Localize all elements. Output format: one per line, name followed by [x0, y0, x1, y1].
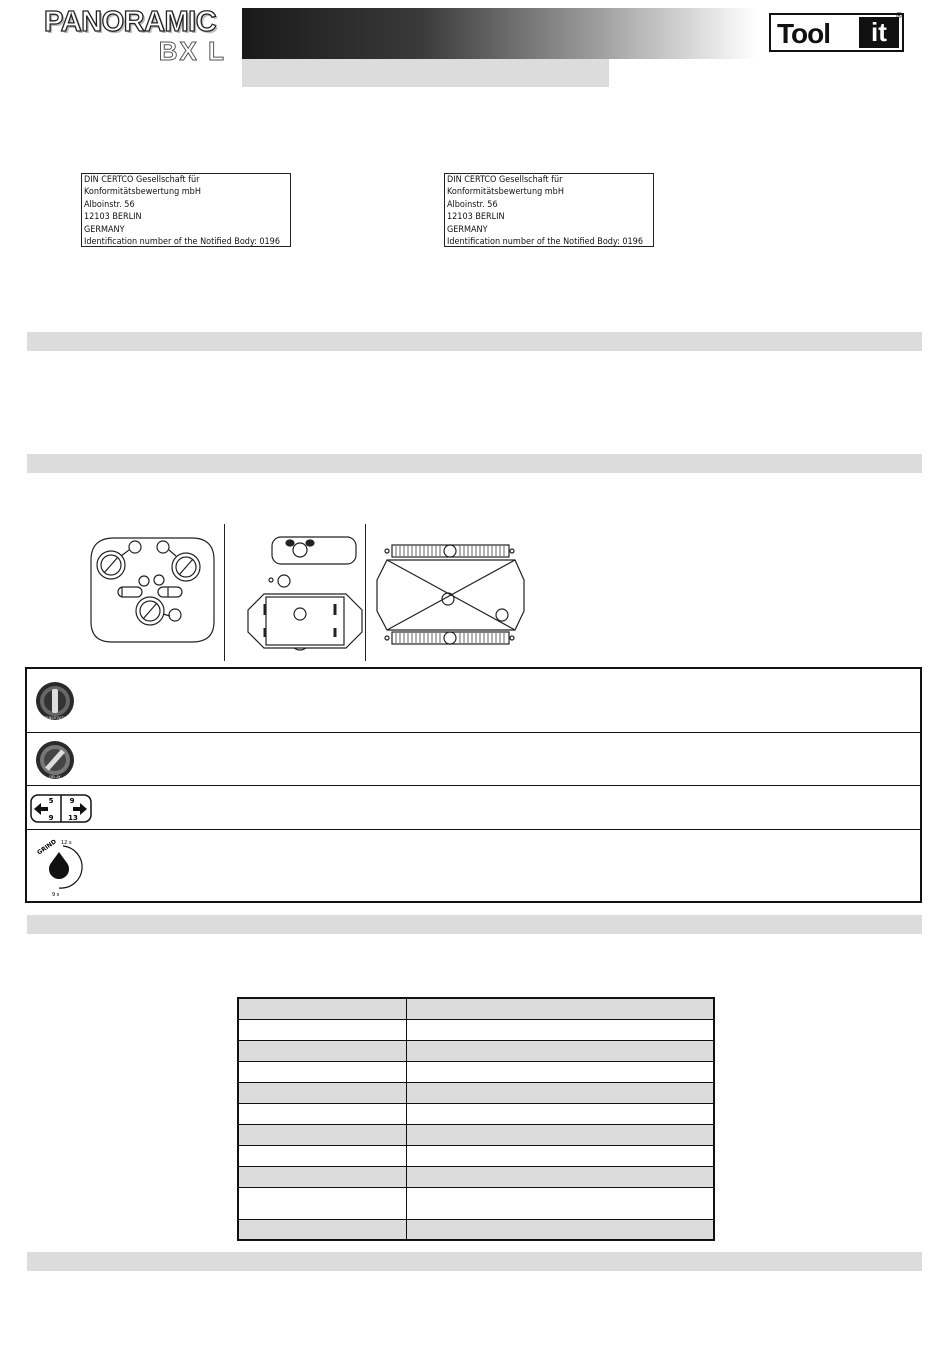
figure-divider	[224, 524, 225, 661]
address-line: DIN CERTCO Gesellschaft für	[84, 175, 200, 185]
grind-label: GRIND	[36, 838, 58, 857]
table-cell	[406, 1187, 714, 1219]
header-gradient-band	[242, 8, 756, 59]
control-row-arrow-switch	[27, 786, 920, 830]
table-cell	[406, 1103, 714, 1124]
address-line: Konformitätsbewertung mbH	[447, 187, 564, 198]
notified-body-address-left	[81, 173, 291, 247]
logo-text: Tool	[777, 18, 831, 49]
control-row-grind	[27, 830, 920, 901]
section-bar-4	[27, 1252, 922, 1271]
delay-label: DELAY	[49, 775, 61, 779]
grind-max: 12 s	[61, 840, 72, 846]
table-row	[238, 1061, 714, 1082]
switch-left-top: 5	[48, 797, 54, 805]
brand-name: PANORAMIC	[44, 6, 217, 38]
table-cell	[406, 1166, 714, 1187]
address-line: Identification number of the Notified Body: 0196	[84, 237, 280, 247]
grind-knob-icon	[33, 836, 89, 898]
table-row	[238, 1103, 714, 1124]
delay-dial-icon	[35, 739, 75, 781]
toolit-logo	[769, 13, 904, 52]
unit-body-outline	[248, 594, 362, 648]
table-row	[238, 1145, 714, 1166]
table-cell	[238, 998, 406, 1019]
sensitivity-label: SENSITIVITY	[44, 716, 66, 720]
control-panel-outline	[91, 538, 214, 642]
table-cell	[238, 1061, 406, 1082]
notified-body-address-right	[444, 173, 654, 247]
address-line: GERMANY	[447, 224, 488, 235]
table-cell	[238, 1145, 406, 1166]
arrow-switch-right	[158, 587, 182, 597]
arrow-switch-icon	[30, 794, 92, 823]
table-row	[238, 1124, 714, 1145]
section-bar-2	[27, 454, 922, 473]
table-cell	[406, 998, 714, 1019]
address-line: Alboinstr. 56	[84, 199, 135, 210]
table-cell	[238, 1019, 406, 1040]
table-cell	[406, 1019, 714, 1040]
table-cell	[238, 1082, 406, 1103]
control-row-delay	[27, 733, 920, 786]
table-row	[238, 1187, 714, 1219]
logo-registered-mark: ®	[895, 11, 903, 20]
address-line: Identification number of the Notified Body: 0196	[447, 237, 643, 247]
table-cell	[406, 1124, 714, 1145]
table-cell	[238, 1040, 406, 1061]
table-cell	[406, 1145, 714, 1166]
address-line: Alboinstr. 56	[447, 199, 498, 210]
figure-divider	[365, 524, 366, 661]
address-line: 12103 BERLIN	[447, 212, 505, 223]
sensitivity-dial-icon	[35, 680, 75, 722]
table-row	[238, 998, 714, 1019]
controls-legend-box	[25, 667, 922, 903]
table-cell	[406, 1061, 714, 1082]
front-grille-top	[392, 545, 509, 557]
header-subbar	[242, 59, 609, 87]
switch-right-top: 9	[69, 797, 75, 805]
logo-it-box: it	[859, 17, 899, 48]
front-grille-bottom	[392, 632, 509, 644]
table-cell	[406, 1219, 714, 1240]
address-line: Konformitätsbewertung mbH	[84, 187, 201, 198]
address-line: 12103 BERLIN	[84, 212, 142, 223]
table-cell	[238, 1124, 406, 1145]
brand-model: BX L	[158, 36, 226, 66]
table-row	[238, 1166, 714, 1187]
switch-left-bottom: 9	[48, 814, 54, 822]
address-line: DIN CERTCO Gesellschaft für	[447, 175, 563, 185]
address-line: GERMANY	[84, 224, 125, 235]
table-cell	[238, 1219, 406, 1240]
table-row	[238, 1082, 714, 1103]
section-bar-3	[27, 915, 922, 934]
brand-logo	[44, 6, 234, 66]
grind-min: 9 s	[52, 892, 60, 898]
table-cell	[238, 1103, 406, 1124]
table-row	[238, 1219, 714, 1240]
table-cell	[406, 1040, 714, 1061]
table-row	[238, 1040, 714, 1061]
table-cell	[238, 1187, 406, 1219]
section-bar-1	[27, 332, 922, 351]
table-cell	[238, 1166, 406, 1187]
control-row-sensitivity	[27, 669, 920, 733]
switch-right-bottom: 13	[68, 814, 78, 822]
device-diagram	[84, 524, 529, 661]
device-diagram-svg	[84, 524, 529, 661]
table-cell	[406, 1082, 714, 1103]
table-row	[238, 1019, 714, 1040]
specifications-table	[237, 997, 715, 1241]
